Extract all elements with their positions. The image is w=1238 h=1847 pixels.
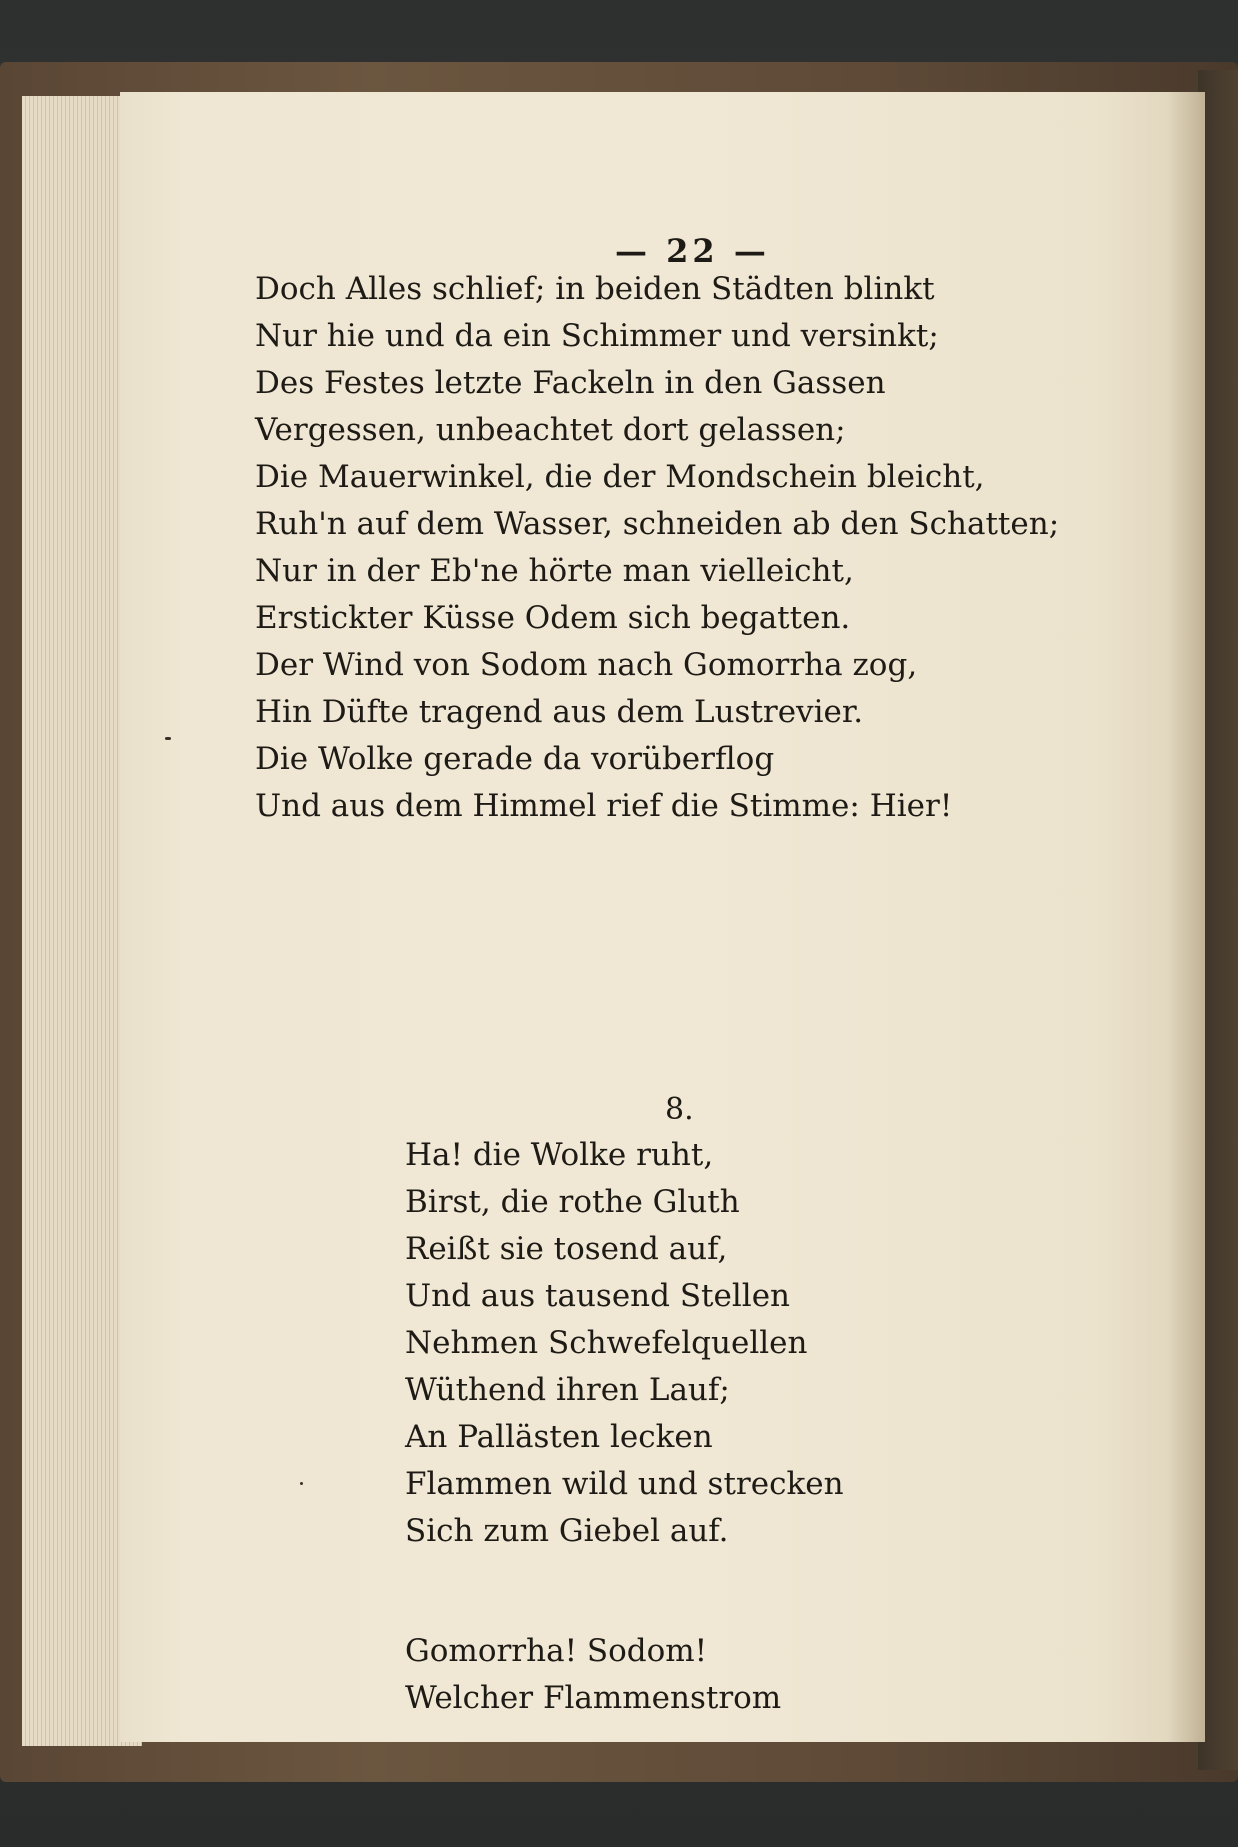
stanza-2 [405,1132,844,1555]
stanza-1 [255,266,1059,830]
section-number: 8. [665,1092,694,1127]
ink-speck [165,737,171,740]
verse-line: Sich zum Giebel auf. [405,1513,729,1549]
verse-line: Nur in der Eb'ne hörte man vielleicht, [255,553,854,589]
verse-line: Und aus dem Himmel rief die Stimme: Hier! [255,788,953,824]
verse-line: Hin Düfte tragend aus dem Lustrevier. [255,694,864,730]
verse-line: Und aus tausend Stellen [405,1278,791,1314]
verse-line: An Pallästen lecken [405,1419,713,1455]
stanza-3 [405,1628,781,1722]
verse-line: Der Wind von Sodom nach Gomorrha zog, [255,647,918,683]
verse-line: Birst, die rothe Gluth [405,1184,740,1220]
book-page [120,92,1205,1742]
page-number: — 22 — [615,232,770,270]
verse-line: Des Festes letzte Fackeln in den Gassen [255,365,886,401]
verse-line: Wüthend ihren Lauf; [405,1372,730,1408]
verse-line: Vergessen, unbeachtet dort gelassen; [255,412,846,448]
verse-line: Ha! die Wolke ruht, [405,1137,714,1173]
verse-line: Gomorrha! Sodom! [405,1633,708,1669]
verse-line: Erstickter Küsse Odem sich begatten. [255,600,851,636]
verse-line: Die Wolke gerade da vorüberflog [255,741,775,777]
verse-line: Nur hie und da ein Schimmer und versinkt; [255,318,939,354]
verse-line: Flammen wild und strecken [405,1466,844,1502]
verse-line: Die Mauerwinkel, die der Mondschein bleicht, [255,459,985,495]
verse-line: Reißt sie tosend auf, [405,1231,728,1267]
verse-line: Ruh'n auf dem Wasser, schneiden ab den Schatten; [255,506,1060,542]
ink-speck [300,1482,303,1485]
verse-line: Welcher Flammenstrom [405,1680,782,1716]
verse-line: Doch Alles schlief; in beiden Städten blinkt [255,271,935,307]
verse-line: Nehmen Schwefelquellen [405,1325,808,1361]
page-gutter-shadow [1167,92,1205,1742]
